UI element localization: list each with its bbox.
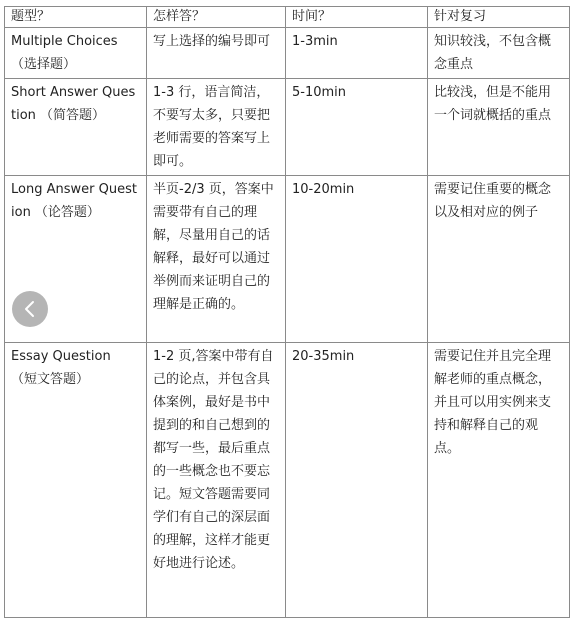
table-row: [5, 28, 570, 79]
table-row: [5, 343, 570, 618]
cell-how-to-answer: 写上选择的编号即可: [147, 28, 286, 79]
table-row: [5, 176, 570, 343]
cell-time: 5-10min: [286, 79, 428, 176]
cell-question-type: Multiple Choices（选择题）: [5, 28, 147, 79]
exam-question-table: [4, 6, 570, 618]
cell-review-focus: 比较浅，但是不能用一个词就概括的重点: [428, 79, 570, 176]
header-time: 时间？: [286, 7, 428, 28]
cell-question-type: Long Answer Question （论答题）: [5, 176, 147, 343]
chevron-left-icon: [23, 300, 37, 318]
header-question-type: 题型？: [5, 7, 147, 28]
cell-review-focus: 需要记住重要的概念以及相对应的例子: [428, 176, 570, 343]
cell-review-focus: 需要记住并且完全理解老师的重点概念，并且可以用实例来支持和解释自己的观点。: [428, 343, 570, 618]
cell-review-focus: 知识较浅，不包含概念重点: [428, 28, 570, 79]
exam-question-table-container: [4, 6, 569, 618]
cell-time: 20-35min: [286, 343, 428, 618]
cell-question-type: Short Answer Question （简答题）: [5, 79, 147, 176]
cell-time: 10-20min: [286, 176, 428, 343]
table-row: [5, 79, 570, 176]
cell-how-to-answer: 1-2 页,答案中带有自己的论点，并包含具体案例，最好是书中提到的和自己想到的都写一些，最后重点的一些概念也不要忘记。短文答题需要同学们有自己的深层面的理解，这样才能更好地进行论述。: [147, 343, 286, 618]
back-button[interactable]: [12, 291, 48, 327]
cell-question-type: Essay Question （短文答题）: [5, 343, 147, 618]
table-header-row: [5, 7, 570, 28]
cell-how-to-answer: 1-3 行，语言简洁，不要写太多，只要把老师需要的答案写上即可。: [147, 79, 286, 176]
header-review-focus: 针对复习: [428, 7, 570, 28]
header-how-to-answer: 怎样答？: [147, 7, 286, 28]
cell-time: 1-3min: [286, 28, 428, 79]
cell-how-to-answer: 半页-2/3 页，答案中需要带有自己的理解，尽量用自己的话解释，最好可以通过举例而来证明自己的理解是正确的。: [147, 176, 286, 343]
